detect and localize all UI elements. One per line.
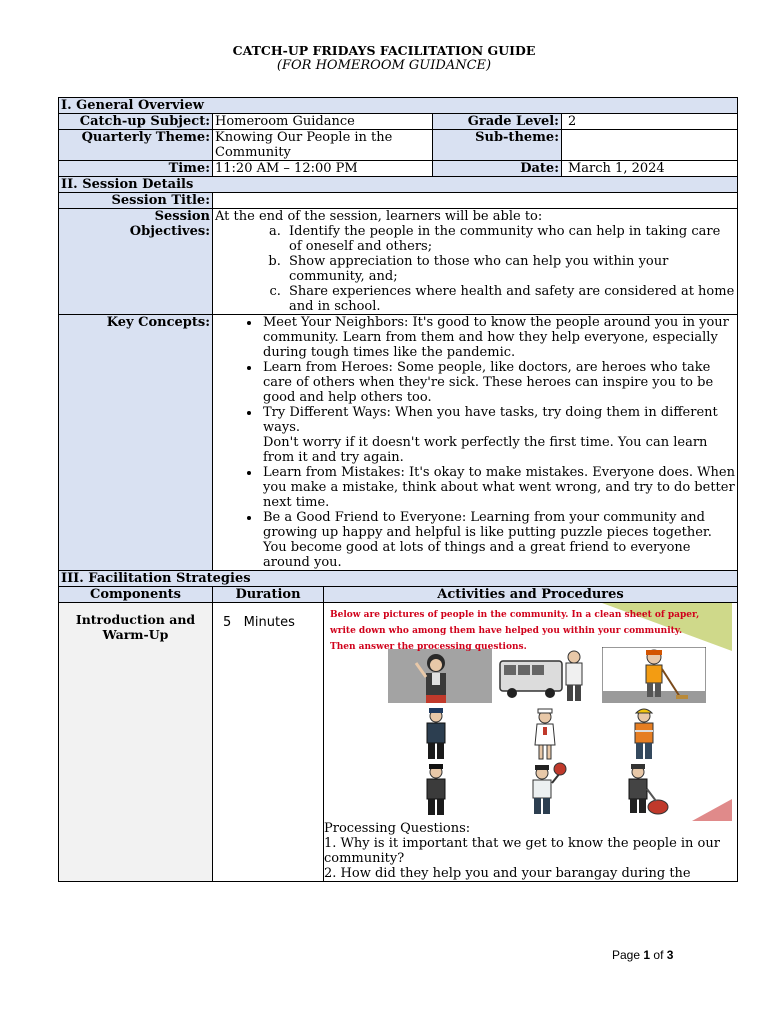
subject-value: Homeroom Guidance — [213, 114, 433, 130]
traffic-enforcer-icon — [522, 761, 568, 817]
objectives-label-line1: Session — [154, 209, 210, 224]
objectives-label-line2: Objectives: — [129, 224, 210, 239]
key-concept-item: • Be a Good Friend to Everyone: Learning from your community and growing up happy and helpful is like putting puzzle pieces together. You become good at lots of things and a great friend to everyone around you. — [261, 510, 735, 570]
facilitation-guide-table — [58, 97, 738, 882]
grade-value: 2 — [562, 114, 738, 130]
activities-cell — [324, 603, 738, 882]
objectives-intro: At the end of the session, learners will be able to: — [215, 209, 543, 224]
section-session-details: II. Session Details — [59, 177, 738, 193]
objectives-list — [215, 224, 735, 314]
subtheme-label: Sub-theme: — [433, 130, 562, 161]
document-title: CATCH-UP FRIDAYS FACILITATION GUIDE — [232, 43, 536, 58]
question-1-line-2: community? — [324, 851, 405, 866]
key-concept-item: • Learn from Heroes: Some people, like doctors, are heroes who take care of others when they're sick. These heroes can inspire you to be good and help others too. — [261, 360, 735, 405]
page-total: 3 — [666, 948, 674, 962]
section-general-overview: I. General Overview — [59, 98, 738, 114]
page-number — [612, 948, 673, 962]
decor-triangle-bottom — [692, 799, 732, 821]
date-value: March 1, 2024 — [562, 161, 738, 177]
of-word: of — [653, 948, 664, 962]
key-concepts-list — [215, 315, 735, 570]
document-subtitle: (FOR HOMEROOM GUIDANCE) — [276, 58, 492, 73]
question-2: 2. How did they help you and your barangay during the — [324, 866, 691, 881]
community-helpers-picture — [322, 603, 732, 821]
key-concept-item: • Meet Your Neighbors: It's good to know the people around you in your community. Learn from them and how they help everyone, especially during tough times like the pandemic. — [261, 315, 735, 360]
processing-questions — [324, 821, 737, 881]
page-current: 1 — [643, 948, 651, 962]
objective-item: b. Show appreciation to those who can help you within your community, and; — [285, 254, 735, 284]
col-components-header: Components — [59, 587, 213, 603]
col-duration-header: Duration — [213, 587, 324, 603]
theme-label: Quarterly Theme: — [59, 130, 213, 161]
key-concepts-cell — [213, 315, 738, 571]
theme-value: Knowing Our People in the Community — [213, 130, 433, 161]
session-title-value — [213, 193, 738, 209]
subject-label: Catch-up Subject: — [59, 114, 213, 130]
objectives-label — [59, 209, 213, 315]
nurse-icon — [527, 707, 563, 761]
grade-label: Grade Level: — [433, 114, 562, 130]
page-word: Page — [612, 948, 641, 962]
question-1-line-1: 1. Why is it important that we get to know the people in our — [324, 836, 720, 851]
key-concept-item: • Try Different Ways: When you have tasks, try doing them in different ways. Don't worry if it doesn't work perfectly the first time. You can learn from it and try again. — [261, 405, 735, 465]
key-concepts-label: Key Concepts: — [59, 315, 213, 571]
objectives-cell — [213, 209, 738, 315]
activity-instruction: Below are pictures of people in the community. In a clean sheet of paper, write down who among them have helped you within your community. Then answer the processing questions. — [330, 610, 700, 652]
date-label: Date: — [433, 161, 562, 177]
col-activities-header: Activities and Procedures — [324, 587, 738, 603]
security-guard-icon — [416, 763, 456, 817]
subtheme-value — [562, 130, 738, 161]
duration-cell: 5 Minutes — [213, 603, 324, 882]
street-sweeper-icon — [602, 647, 706, 703]
bus-driver-icon — [498, 647, 598, 703]
police-officer-icon — [416, 707, 456, 761]
construction-worker-icon — [622, 705, 666, 761]
time-label: Time: — [59, 161, 213, 177]
processing-title: Processing Questions: — [324, 821, 471, 836]
teacher-icon — [388, 649, 492, 703]
section-facilitation-strategies: III. Facilitation Strategies — [59, 571, 738, 587]
objective-item: c. Share experiences where health and safety are considered at home and in school. — [285, 284, 735, 314]
component-cell: Introduction and Warm-Up — [59, 603, 213, 882]
objective-item: a. Identify the people in the community who can help in taking care of oneself and others; — [285, 224, 735, 254]
session-title-label: Session Title: — [59, 193, 213, 209]
key-concept-item: • Learn from Mistakes: It's okay to make mistakes. Everyone does. When you make a mistake, think about what went wrong, and try to do better next time. — [261, 465, 735, 510]
janitor-icon — [618, 761, 670, 817]
time-value: 11:20 AM – 12:00 PM — [213, 161, 433, 177]
